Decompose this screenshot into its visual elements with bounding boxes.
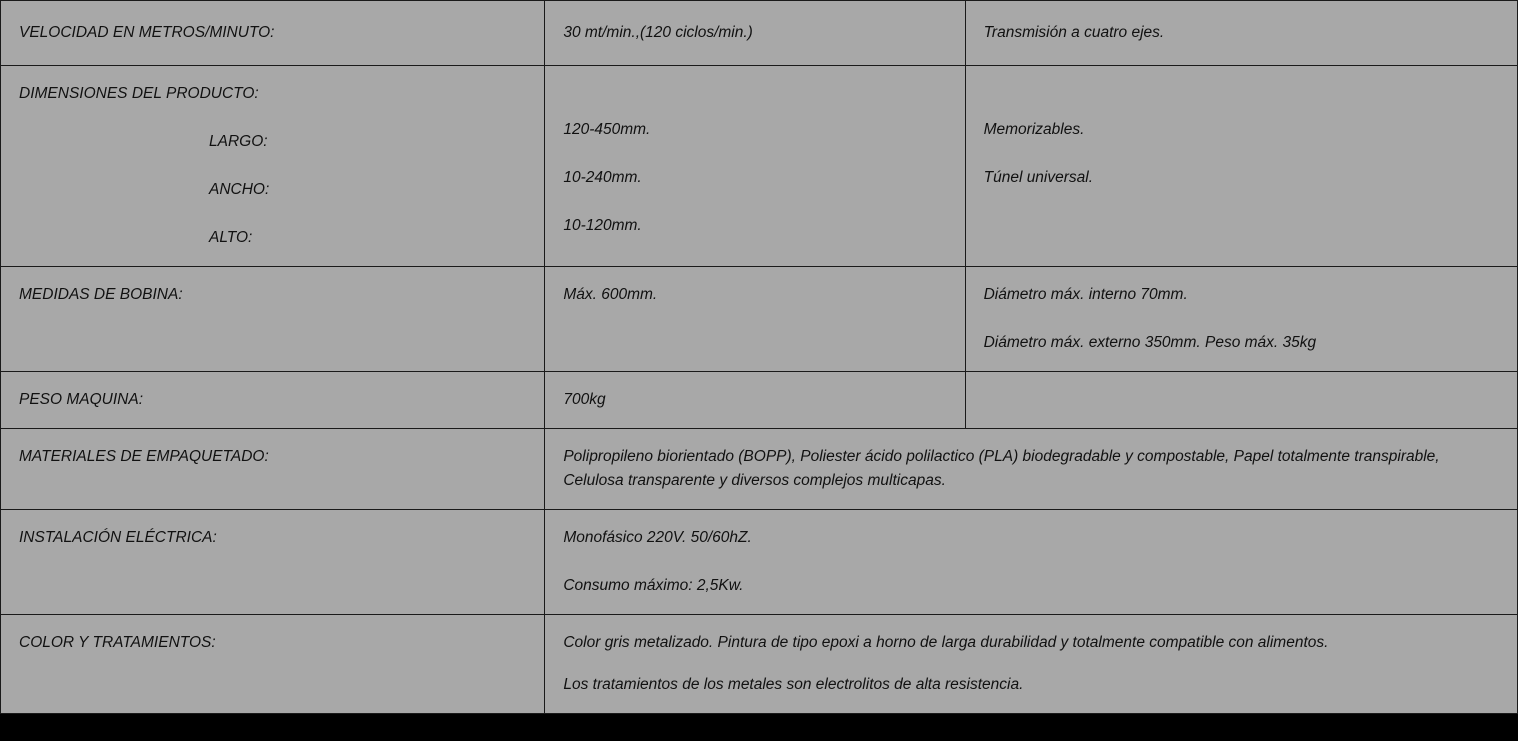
label-text: MEDIDAS DE BOBINA: [19,286,183,304]
row-label-instalacion [1,510,545,615]
table-row [1,372,1518,429]
row-label-color [1,615,545,714]
label-text: DIMENSIONES DEL PRODUCTO: [19,85,259,103]
instalacion-line-1: Monofásico 220V. 50/60hZ. [563,529,752,547]
table-row [1,429,1518,510]
spacer [563,82,946,118]
label-text: VELOCIDAD EN METROS/MINUTO: [19,24,275,41]
materials-text-italic: Celulosa transparente [563,472,720,490]
row-value-velocidad [545,1,965,66]
row-label-materiales [1,429,545,510]
row-note-dimensiones [965,66,1517,267]
table-row [1,66,1518,267]
color-line-1: Color gris metalizado. Pintura de tipo epoxi a horno de larga durabilidad y totalmente compatible con alimentos. [563,634,1329,652]
row-value-color [545,615,1518,714]
materials-text-part2: y diversos complejos multicapas. [719,472,946,490]
note-tunel: Túnel universal. [983,169,1094,187]
value-text: Máx. 600mm. [563,286,658,304]
label-text: COLOR Y TRATAMIENTOS: [19,634,216,652]
row-value-bobina [545,267,965,372]
row-value-peso [545,372,965,429]
value-text: 30 mt/min.,(120 ciclos/min.) [563,24,753,41]
label-text: INSTALACIÓN ELÉCTRICA: [19,529,217,547]
label-text: PESO MAQUINA: [19,391,144,409]
color-line-2: Los tratamientos de los metales son electrolitos de alta resistencia. [563,676,1024,694]
table-row [1,615,1518,714]
row-label-velocidad [1,1,545,66]
row-note-velocidad [965,1,1517,66]
sublabel-alto: ALTO: [209,229,253,247]
note-interno: Diámetro máx. interno 70mm. [983,286,1188,304]
row-label-peso [1,372,545,429]
value-text: 700kg [563,391,606,409]
table-row [1,267,1518,372]
label-text: MATERIALES DE EMPAQUETADO: [19,448,269,466]
value-alto: 10-120mm. [563,217,642,235]
value-largo: 120-450mm. [563,121,651,139]
instalacion-line-2: Consumo máximo: 2,5Kw. [563,577,744,595]
note-externo: Diámetro máx. externo 350mm. Peso máx. 35kg [983,334,1317,352]
table-row [1,1,1518,66]
row-note-bobina [965,267,1517,372]
row-note-peso-empty [965,372,1517,429]
row-label-dimensiones [1,66,545,267]
row-value-materiales [545,429,1518,510]
table-row [1,510,1518,615]
spacer [984,82,1499,118]
row-label-bobina [1,267,545,372]
materials-text-part1: Polipropileno biorientado (BOPP), Poliester ácido polilactico (PLA) biodegradable y compostable, Papel totalmente transpirable, [563,448,1440,466]
row-value-instalacion [545,510,1518,615]
note-text: Transmisión a cuatro ejes. [983,24,1165,41]
sublabel-ancho: ANCHO: [209,181,270,199]
value-ancho: 10-240mm. [563,169,642,187]
sublabel-largo: LARGO: [209,133,268,151]
row-value-dimensiones [545,66,965,267]
note-memorizables: Memorizables. [983,121,1085,139]
